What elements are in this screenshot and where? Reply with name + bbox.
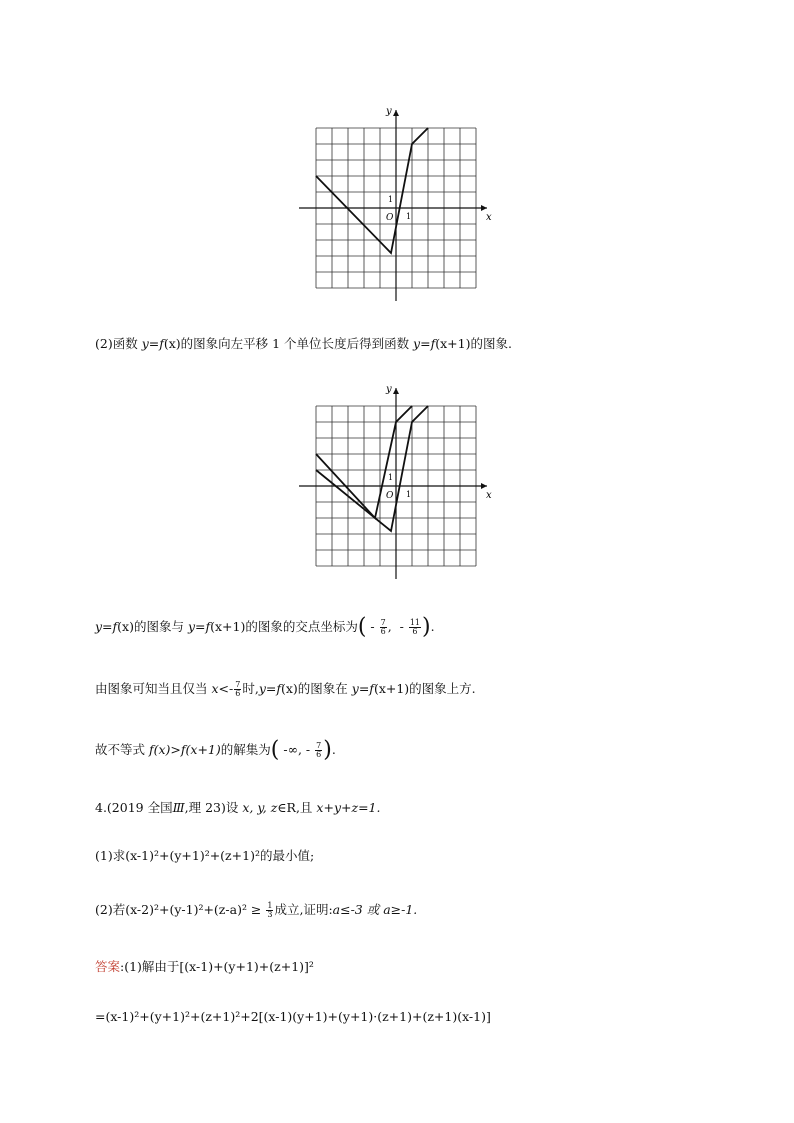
graph-1-y-label: y — [386, 106, 392, 117]
fraction-7-6-c: $\frac{7}{6}$ — [316, 741, 322, 759]
graph-1-unit-x: 1 — [406, 212, 412, 221]
graph-2-x-arrow — [481, 483, 487, 489]
graph-2-y-arrow — [393, 388, 399, 394]
fraction-11-6: $\frac{11}{6}$ — [409, 618, 421, 636]
graph-1-x-arrow — [481, 205, 487, 211]
graph-2-unit-y: 1 — [388, 473, 394, 482]
graph-2-origin-label: O — [386, 491, 394, 501]
graph-1 — [295, 100, 500, 305]
paragraph-3: y=f(x)的图象与 y=f(x+1)的图象的交点坐标为( - $\frac{7}{6}$ , - $\frac{11}{6}$ ). — [95, 614, 435, 640]
fraction-7-6: $\frac{7}{6}$ — [380, 618, 386, 636]
fraction-7-6-b: $\frac{7}{6}$ — [235, 680, 241, 698]
answer-label: 答案 — [95, 959, 121, 974]
answer-line-2: =(x-1)²+(y+1)²+(z+1)²+2[(x-1)(y+1)+(y+1)·(z+1)+(z+1)(x-1)] — [95, 1009, 491, 1024]
graph-2 — [295, 378, 500, 583]
paragraph-4: 由图象可知当且仅当 x<- $\frac{7}{6}$ 时,y=f(x)的图象在 y=f(x+1)的图象上方. — [95, 680, 476, 698]
paragraph-5: 故不等式 f(x)>f(x+1)的解集为( -∞, - $\frac{7}{6}$ ). — [95, 737, 336, 763]
graph-2-y-label: y — [386, 384, 392, 395]
question-4-heading: 4.(2019 全国Ⅲ,理 23)设 x, y, z∈R,且 x+y+z=1. — [95, 800, 381, 815]
question-4-part-1: (1)求(x-1)²+(y+1)²+(z+1)²的最小值; — [95, 848, 315, 863]
graph-2-unit-x: 1 — [406, 490, 412, 499]
graph-2-x-label: x — [486, 490, 492, 501]
fraction-1-3: $\frac{1}{3}$ — [267, 901, 273, 919]
answer-line-1: 答案:(1)解由于[(x-1)+(y+1)+(z+1)]² — [95, 959, 314, 974]
graph-1-y-arrow — [393, 110, 399, 116]
graph-1-origin-label: O — [386, 213, 394, 223]
graph-1-curve-f — [316, 128, 428, 253]
question-4-part-2: (2)若(x-2)²+(y-1)²+(z-a)² ≥ $\frac{1}{3}$ 成立,证明:a≤-3 或 a≥-1. — [95, 901, 418, 919]
paragraph-2: (2)函数 y=f(x)的图象向左平移 1 个单位长度后得到函数 y=f(x+1)的图象. — [95, 336, 512, 351]
graph-2-curve-f — [316, 406, 428, 531]
graph-1-x-label: x — [486, 212, 492, 223]
graph-1-unit-y: 1 — [388, 195, 394, 204]
